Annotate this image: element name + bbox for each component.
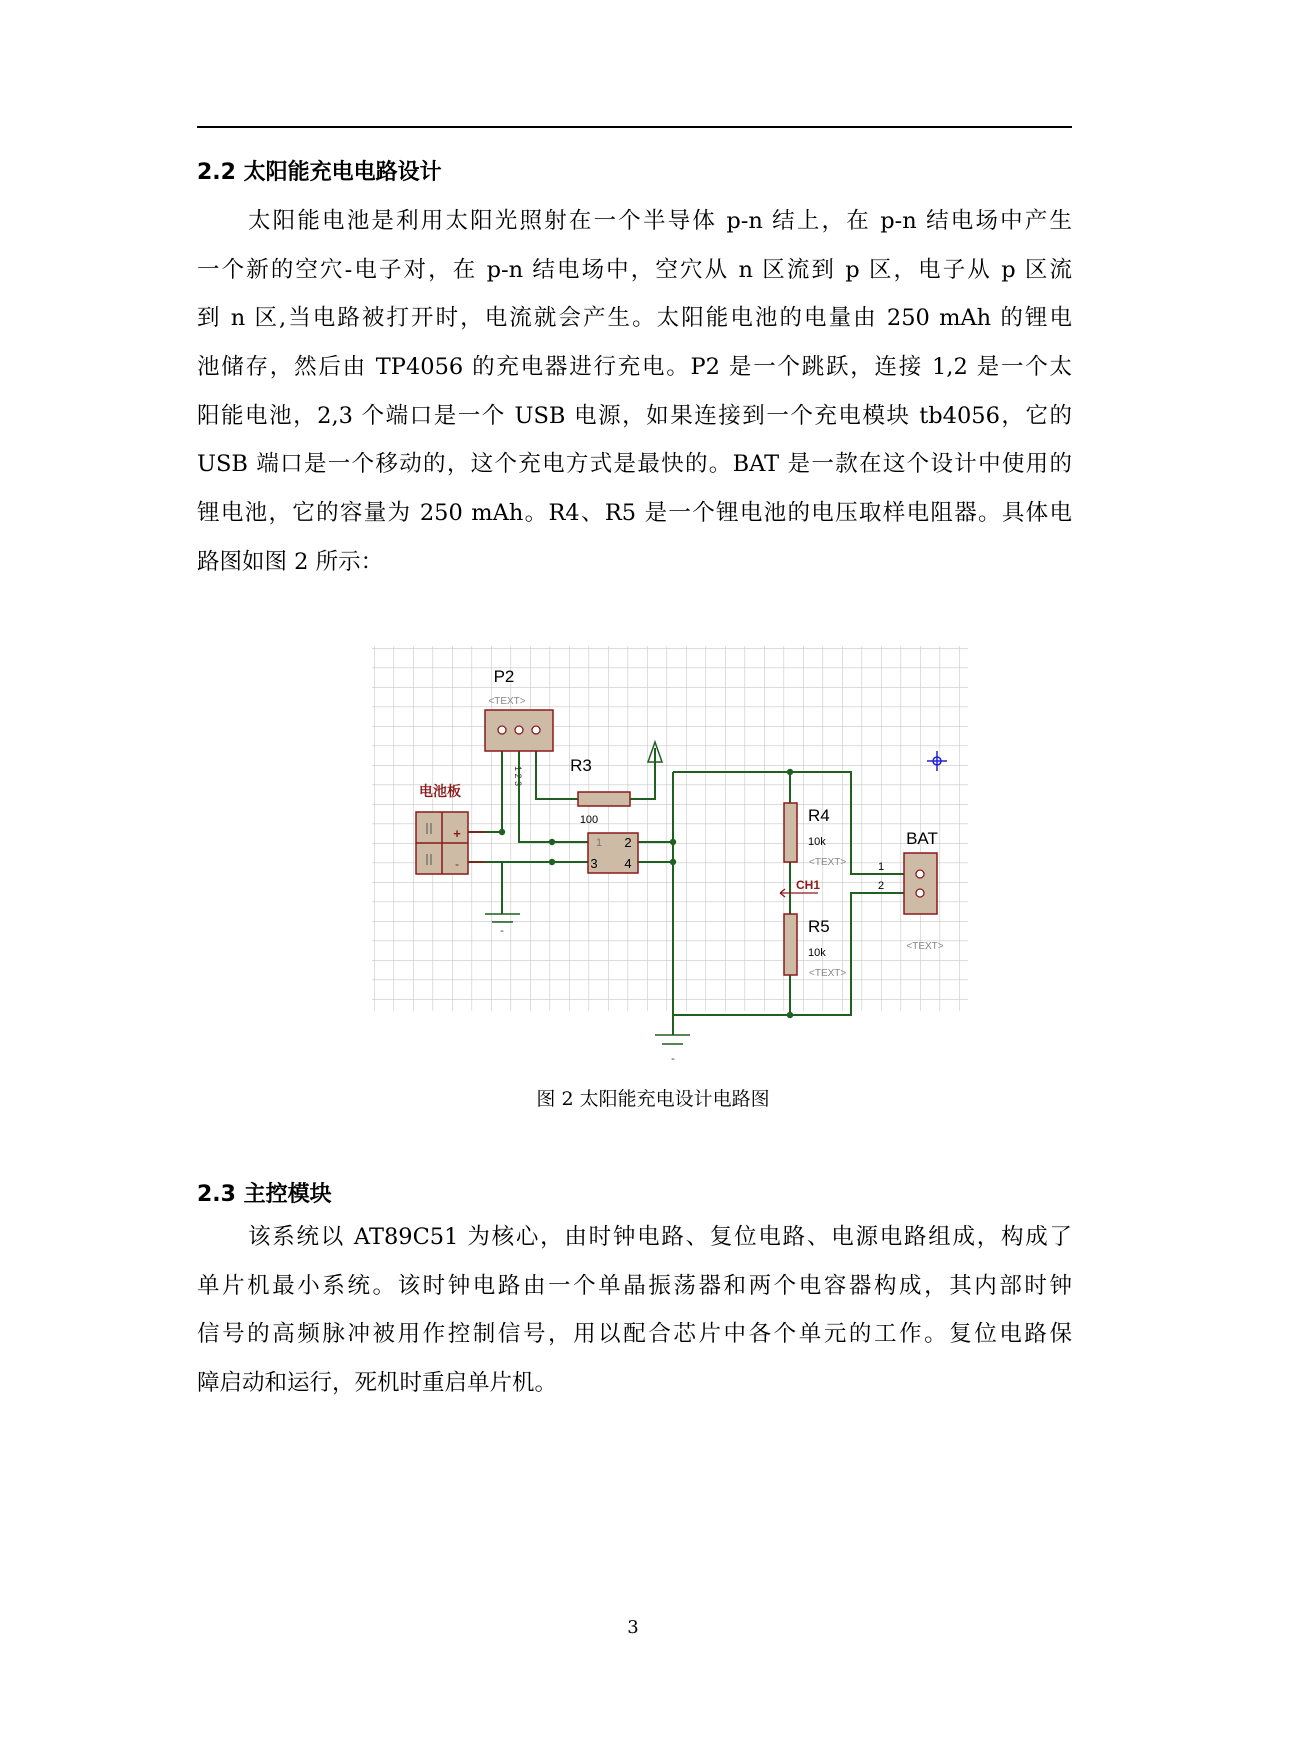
text-line: 太阳能电池是利用太阳光照射在一个半导体 p-n 结上，在 p-n 结电场中产生: [248, 208, 1072, 234]
circuit-diagram: [360, 630, 980, 1065]
text-line: 障启动和运行，死机时重启单片机。: [197, 1370, 558, 1397]
text-line: 锂电池，它的容量为 250 mAh。R4、R5 是一个锂电池的电压取样电阻器。具体电: [197, 500, 1072, 527]
ground-label: -: [500, 925, 504, 937]
paragraph-main-control: [197, 1213, 1072, 1408]
text-line: USB 端口是一个移动的，这个充电方式是最快的。BAT 是一款在这个设计中使用的: [197, 451, 1072, 478]
text-line: 单片机最小系统。该时钟电路由一个单晶振荡器和两个电容器构成，其内部时钟: [197, 1272, 1072, 1299]
solar-panel-label: 电池板: [419, 783, 461, 799]
resistor-r4: [784, 803, 797, 862]
chip-pin-4: 4: [624, 856, 632, 871]
chip-pin-1: 1: [596, 837, 603, 849]
r3-label: R3: [570, 756, 592, 775]
text-line: 信号的高频脉冲被用作控制信号，用以配合芯片中各个单元的工作。复位电路保: [197, 1321, 1072, 1348]
header-rule: [197, 126, 1072, 128]
ground-label: -: [671, 1053, 675, 1065]
text-line: 该系统以 AT89C51 为核心，由时钟电路、复位电路、电源电路组成，构成了: [248, 1224, 1072, 1250]
text-line: 路图如图 2 所示：: [197, 548, 384, 575]
r5-text-placeholder: <TEXT>: [809, 968, 847, 979]
p2-label: P2: [493, 667, 515, 686]
section-heading-2-2: 2.2 太阳能充电电路设计: [197, 160, 442, 185]
page-number: 3: [627, 1617, 639, 1638]
r4-label: R4: [808, 806, 830, 825]
paragraph-solar-charging: [197, 197, 1072, 587]
r5-value: 10k: [808, 947, 826, 959]
bat-text-placeholder: <TEXT>: [906, 941, 944, 952]
section-heading-2-3: 2.3 主控模块: [197, 1182, 332, 1207]
p2-pin-numbers: 1 2 3: [513, 765, 523, 787]
r4-value: 10k: [808, 836, 826, 848]
battery-connector: [904, 853, 937, 914]
r3-value: 100: [579, 814, 599, 826]
text-line: 一个新的空穴-电子对，在 p-n 结电场中，空穴从 n 区流到 p 区，电子从 p 区流: [197, 256, 1072, 283]
bat-pin-2: 2: [877, 880, 885, 892]
panel-plus: +: [453, 826, 461, 841]
panel-minus: -: [455, 857, 459, 871]
p2-pins: [498, 726, 540, 734]
bat-label: BAT: [906, 829, 938, 848]
resistor-r5: [784, 914, 797, 975]
r4-text-placeholder: <TEXT>: [809, 857, 847, 868]
text-line: 池储存，然后由 TP4056 的充电器进行充电。P2 是一个跳跃，连接 1,2 是一个太: [197, 354, 1072, 381]
bat-pin-1: 1: [877, 861, 885, 873]
solar-panel: [416, 812, 468, 874]
r5-label: R5: [808, 917, 830, 936]
resistor-r3: [578, 792, 630, 806]
text-line: 阳能电池，2,3 个端口是一个 USB 电源，如果连接到一个充电模块 tb4056，它的: [197, 402, 1072, 429]
chip-pin-2: 2: [624, 835, 632, 850]
text-line: 到 n 区,当电路被打开时，电流就会产生。太阳能电池的电量由 250 mAh 的锂电: [197, 305, 1072, 332]
chip-pin-3: 3: [590, 856, 598, 871]
ch1-probe-label: CH1: [796, 878, 821, 892]
p2-text-placeholder: <TEXT>: [488, 696, 526, 707]
figure-caption: 图 2 太阳能充电设计电路图: [536, 1088, 770, 1110]
